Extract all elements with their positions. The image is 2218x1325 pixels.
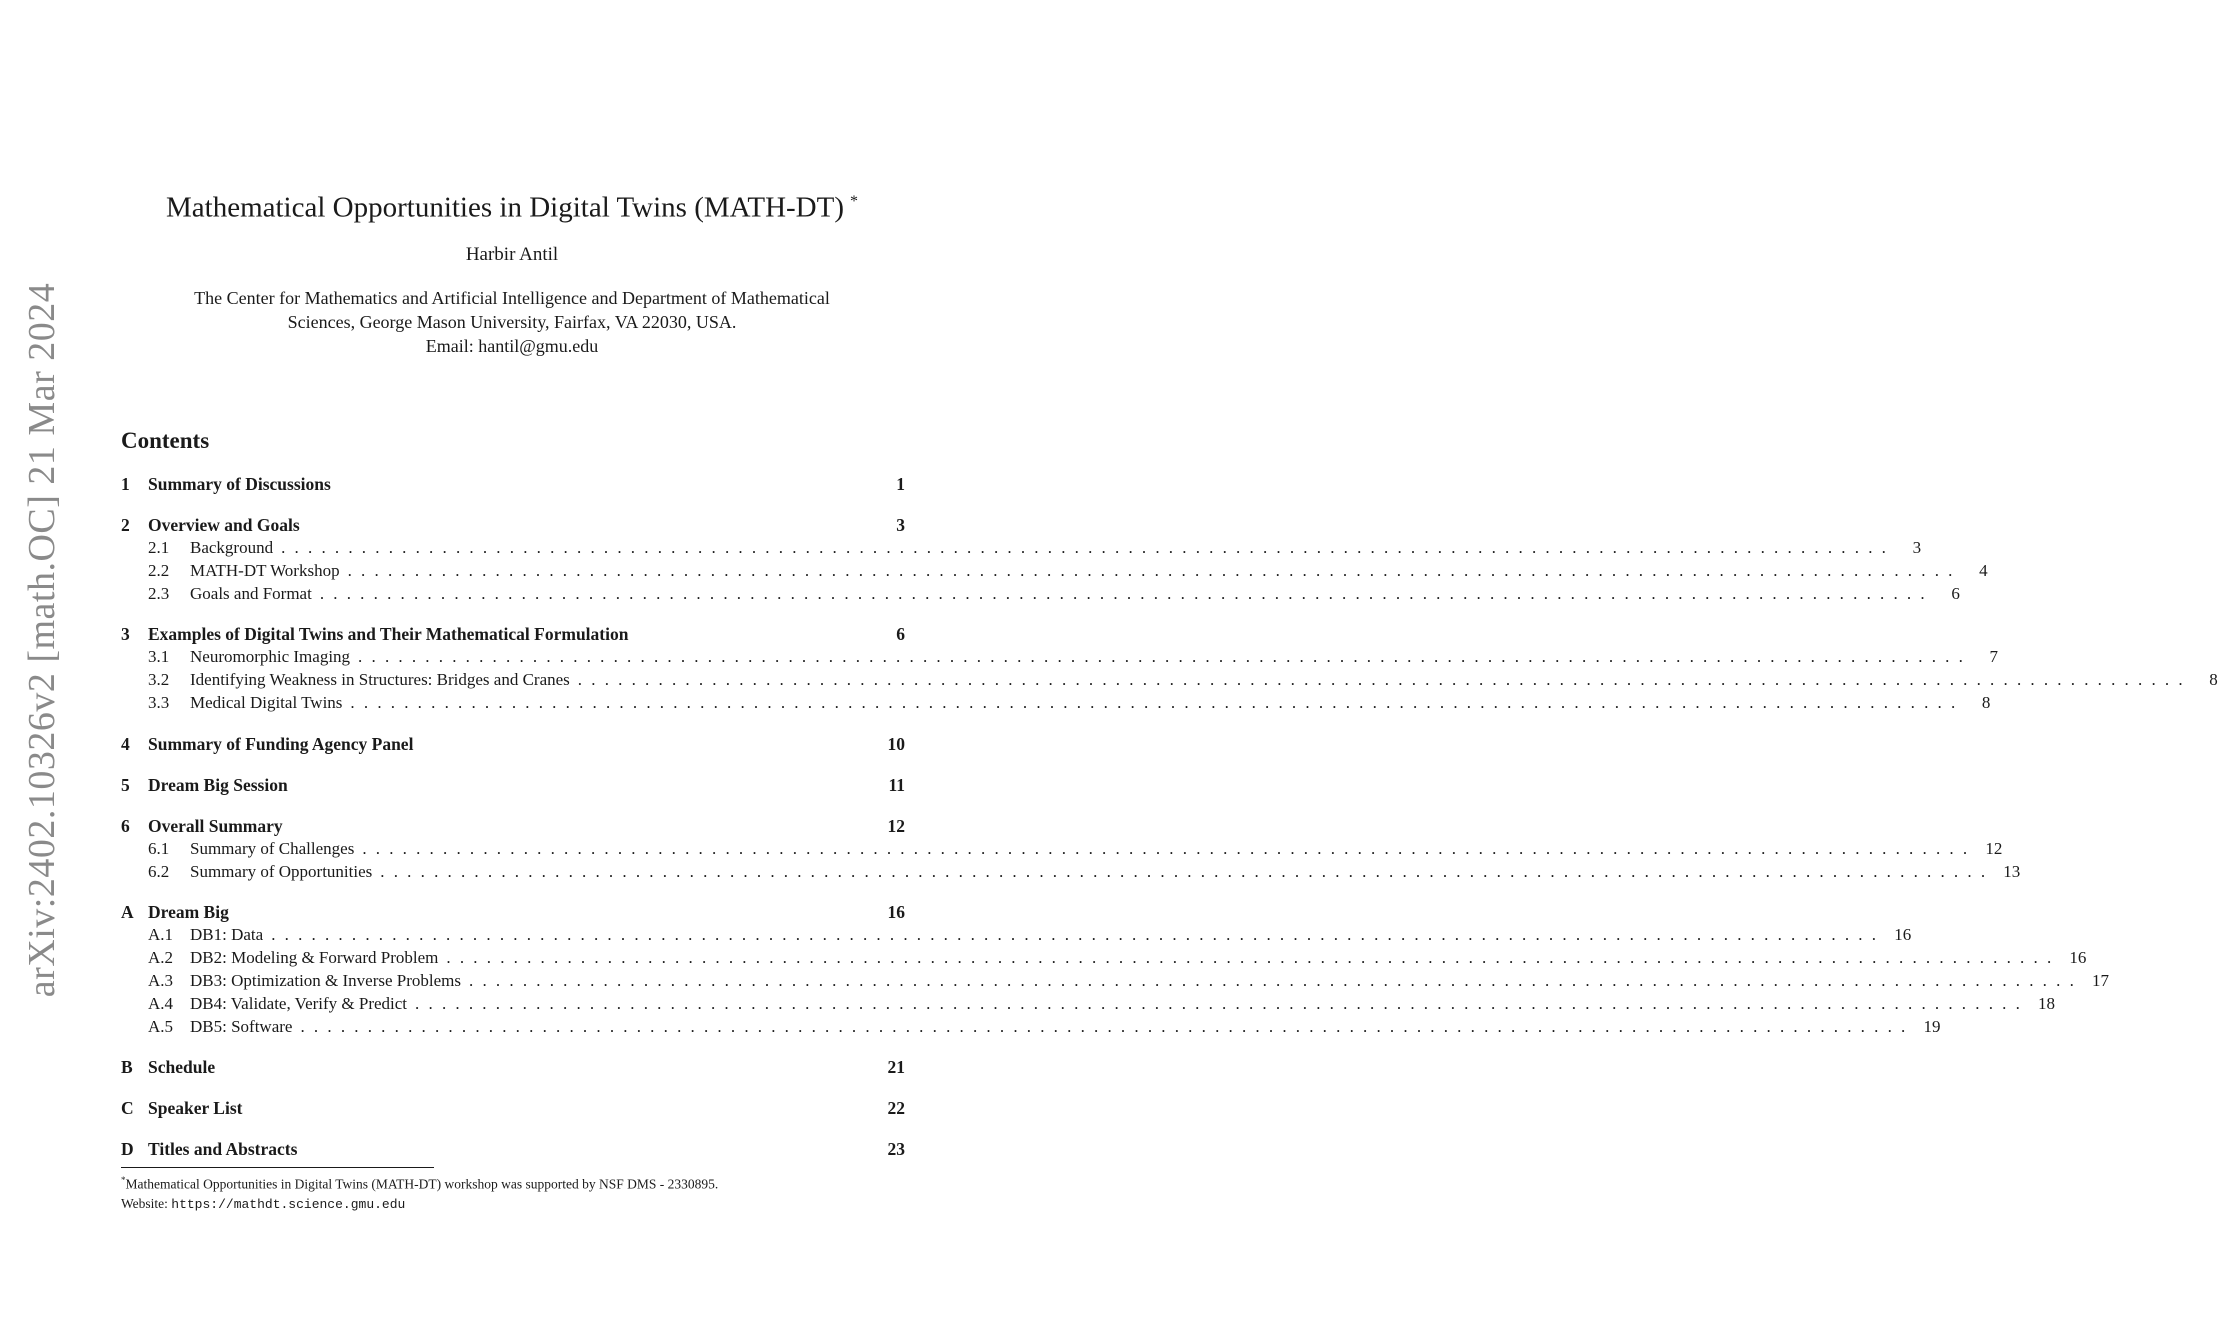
toc-subsection-entry[interactable]: [121, 861, 2021, 885]
toc-subsection-number: 2.1: [148, 538, 170, 557]
toc-subsection-entry[interactable]: [121, 538, 1922, 561]
toc-section-page: 10: [887, 733, 905, 754]
toc-subsection-entry[interactable]: [121, 670, 2218, 693]
toc-subsection-title: MATH-DT Workshop: [190, 560, 340, 580]
toc-subsection-entry[interactable]: [121, 925, 1912, 948]
toc-dot-leader: ........................................................................................................................: [350, 692, 1965, 712]
toc-section-page: 23: [887, 1139, 905, 1160]
toc-section-title: Overview and Goals: [148, 515, 300, 535]
author-email: Email: hantil@gmu.edu: [425, 336, 599, 356]
toc-subsection-number: A.2: [148, 948, 174, 968]
toc-section-number: D: [121, 1139, 134, 1160]
toc-dot-leader: ........................................................................................................................: [380, 861, 1995, 881]
toc-subsection-entry[interactable]: [121, 948, 2087, 971]
toc-subsection-entry[interactable]: [121, 1016, 1941, 1040]
toc-section-number: B: [121, 1057, 133, 1078]
toc-subsection-entry[interactable]: [121, 560, 1988, 584]
toc-subsection-number: 3.3: [148, 692, 170, 712]
toc-section-entry[interactable]: [121, 1139, 905, 1162]
toc-section-page: 21: [887, 1057, 905, 1078]
toc-dot-leader: ........................................................................................................................: [469, 970, 2084, 990]
affiliation-line-2: Sciences, George Mason University, Fairfax, VA 22030, USA.: [287, 312, 737, 332]
toc-subsection-page: 7: [1989, 647, 1999, 667]
toc-section-entry[interactable]: [121, 515, 905, 538]
table-of-contents: [121, 474, 2218, 1162]
toc-subsection-page: 12: [1985, 838, 2003, 858]
toc-section-entry[interactable]: [121, 902, 905, 925]
toc-subsection-page: 18: [2038, 993, 2056, 1013]
footnote: [121, 1171, 911, 1214]
toc-dot-leader: ........................................................................................................................: [347, 560, 1962, 580]
toc-subsection-page: 6: [1951, 583, 1960, 603]
toc-section-number: 5: [121, 774, 130, 795]
toc-subsection-title: Medical Digital Twins: [190, 692, 343, 712]
toc-subsection-title: DB5: Software: [190, 1016, 293, 1036]
toc-subsection-number: 2.2: [148, 560, 170, 580]
toc-subsection-number: A.4: [148, 993, 174, 1013]
footnote-text: Mathematical Opportunities in Digital Twins (MATH-DT) workshop was supported by NSF DMS - 2330895.: [125, 1176, 719, 1192]
toc-subsection-page: 8: [2209, 670, 2218, 690]
toc-section-number: 4: [121, 733, 130, 754]
toc-section-page: 6: [896, 624, 905, 645]
toc-subsection-title: DB4: Validate, Verify & Predict: [190, 993, 408, 1013]
toc-dot-leader: ........................................................................................................................: [319, 583, 1934, 603]
toc-dot-leader: ........................................................................................................................: [577, 670, 2192, 690]
toc-subsection-title: Summary of Challenges: [190, 838, 355, 858]
toc-section-page: 11: [888, 774, 905, 795]
toc-subsection-title: Neuromorphic Imaging: [190, 647, 351, 667]
toc-subsection-page: 8: [1981, 692, 1991, 712]
toc-subsection-page: 3: [1912, 538, 1922, 557]
toc-section-page: 22: [887, 1098, 905, 1119]
toc-dot-leader: ........................................................................................................................: [281, 538, 1896, 557]
footnote-mark: *: [121, 1175, 126, 1185]
toc-subsection-entry[interactable]: [121, 647, 1999, 670]
toc-subsection-title: DB1: Data: [190, 925, 264, 945]
toc-section-page: 1: [896, 474, 905, 494]
toc-section-page: 16: [887, 902, 905, 923]
toc-section-number: C: [121, 1098, 134, 1119]
toc-dot-leader: ........................................................................................................................: [358, 647, 1973, 667]
toc-subsection-number: 6.2: [148, 861, 170, 881]
toc-section-entry[interactable]: [121, 734, 905, 757]
arxiv-identifier-stamp: arXiv:2402.10326v2 [math.OC] 21 Mar 2024: [21, 282, 63, 998]
toc-section-number: 2: [121, 515, 130, 535]
toc-subsection-number: 3.1: [148, 647, 170, 667]
toc-section-title: Overall Summary: [148, 815, 283, 836]
toc-subsection-entry[interactable]: [121, 583, 1960, 607]
toc-subsection-page: 16: [1894, 925, 1912, 945]
toc-subsection-title: Summary of Opportunities: [190, 861, 373, 881]
toc-subsection-title: Background: [190, 538, 274, 557]
toc-section-title: Examples of Digital Twins and Their Mathematical Formulation: [148, 624, 629, 645]
toc-section-number: A: [121, 902, 134, 923]
toc-section-number: 1: [121, 474, 130, 494]
toc-subsection-entry[interactable]: [121, 993, 2056, 1017]
toc-dot-leader: ........................................................................................................................: [300, 1016, 1915, 1036]
toc-section-entry[interactable]: [121, 816, 905, 839]
toc-dot-leader: ........................................................................................................................: [362, 838, 1977, 858]
toc-subsection-entry[interactable]: [121, 970, 2110, 994]
toc-section-title: Speaker List: [148, 1098, 243, 1119]
toc-subsection-page: 4: [1979, 560, 1988, 580]
toc-subsection-number: A.3: [148, 970, 174, 990]
toc-dot-leader: ........................................................................................................................: [446, 948, 2061, 968]
toc-subsection-page: 19: [1923, 1016, 1941, 1036]
toc-dot-leader: ........................................................................................................................: [271, 925, 1886, 945]
toc-subsection-page: 17: [2092, 970, 2110, 990]
toc-section-page: 12: [887, 815, 905, 836]
toc-subsection-entry[interactable]: [121, 692, 1991, 716]
footnote-website-label: Website:: [121, 1195, 172, 1211]
toc-subsection-title: DB2: Modeling & Forward Problem: [190, 948, 439, 968]
toc-subsection-number: 3.2: [148, 670, 170, 690]
toc-section-number: 6: [121, 815, 130, 836]
toc-subsection-title: Identifying Weakness in Structures: Bridges and Cranes: [190, 670, 570, 690]
title-footnote-mark[interactable]: *: [850, 193, 859, 210]
toc-section-entry[interactable]: [121, 474, 905, 497]
paper-title-text: Mathematical Opportunities in Digital Twins (MATH-DT): [165, 191, 845, 224]
toc-section-title: Dream Big Session: [148, 774, 288, 795]
toc-subsection-number: 6.1: [148, 838, 170, 858]
toc-subsection-number: 2.3: [148, 583, 170, 603]
toc-subsection-entry[interactable]: [121, 838, 2003, 862]
toc-section-entry[interactable]: [121, 624, 905, 647]
toc-dot-leader: ........................................................................................................................: [415, 993, 2030, 1013]
author-name: Harbir Antil: [465, 244, 559, 265]
toc-subsection-number: A.5: [148, 1016, 174, 1036]
footnote-website-link[interactable]: https://mathdt.science.gmu.edu: [171, 1196, 406, 1212]
toc-subsection-page: 13: [2003, 861, 2021, 881]
toc-section-entry[interactable]: [121, 1057, 905, 1080]
toc-section-entry[interactable]: [121, 775, 905, 798]
toc-section-title: Schedule: [148, 1057, 216, 1078]
toc-section-number: 3: [121, 624, 130, 645]
toc-subsection-number: A.1: [148, 925, 174, 945]
toc-section-title: Titles and Abstracts: [148, 1139, 298, 1160]
toc-section-title: Summary of Funding Agency Panel: [148, 733, 414, 754]
paper-title: [0, 183, 1024, 227]
affiliation-block: [112, 286, 912, 358]
contents-heading: Contents: [121, 428, 210, 453]
toc-section-page: 3: [896, 515, 905, 535]
toc-section-title: Dream Big: [148, 902, 229, 923]
toc-subsection-page: 16: [2069, 948, 2087, 968]
footnote-rule: [121, 1167, 434, 1168]
toc-section-entry[interactable]: [121, 1098, 905, 1121]
toc-subsection-title: DB3: Optimization & Inverse Problems: [190, 970, 462, 990]
toc-subsection-title: Goals and Format: [190, 583, 312, 603]
affiliation-line-1: The Center for Mathematics and Artificial Intelligence and Department of Mathematical: [194, 288, 830, 308]
toc-section-title: Summary of Discussions: [148, 474, 331, 494]
